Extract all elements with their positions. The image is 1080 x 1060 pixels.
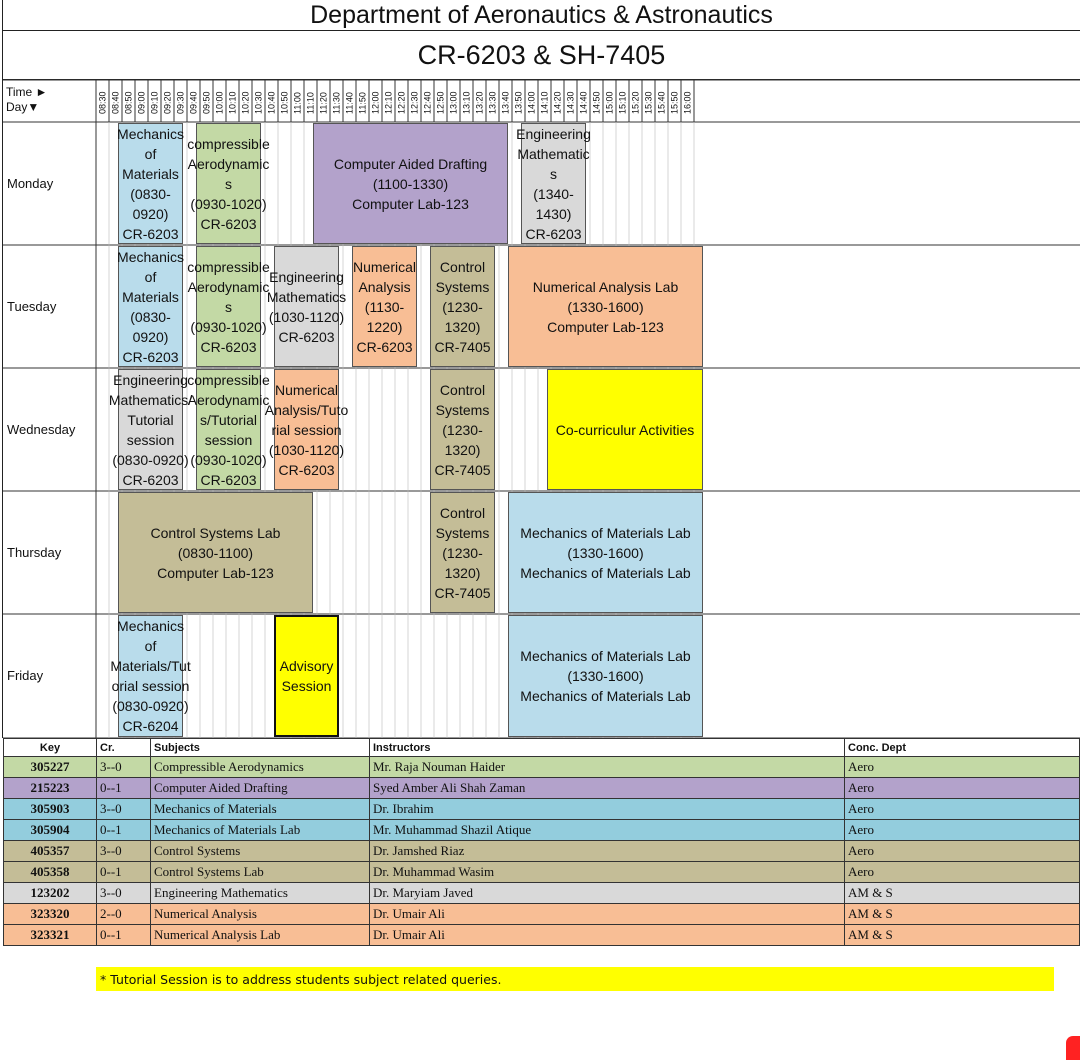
time-label: 15:20 — [630, 91, 641, 115]
concerned-dept: Aero — [845, 778, 1080, 799]
tutorial-footnote: * Tutorial Session is to address students subject related queries. — [96, 967, 1054, 991]
credit-hours: 3--0 — [97, 799, 151, 820]
time-label: 08:30 — [97, 91, 108, 115]
class-block-text: Numerical Analysis (1130-1220) CR-6203 — [353, 258, 417, 355]
class-block — [110, 615, 191, 737]
key-code: 123202 — [4, 883, 97, 904]
class-block — [266, 246, 347, 367]
time-label: 10:50 — [279, 91, 290, 115]
key-header-instructors: Instructors — [370, 739, 845, 757]
class-block — [118, 246, 183, 367]
time-label: 10:20 — [240, 91, 251, 115]
class-block — [352, 246, 417, 367]
credit-hours: 0--1 — [97, 820, 151, 841]
class-block — [118, 123, 183, 244]
time-label: 14:30 — [565, 91, 576, 115]
time-label: 11:40 — [344, 92, 355, 114]
time-label: 13:30 — [487, 91, 498, 115]
class-block — [313, 123, 508, 244]
class-block-text: Co-curriculur Activities — [555, 421, 695, 438]
class-block — [118, 492, 313, 613]
credit-hours: 0--1 — [97, 862, 151, 883]
time-label: 10:40 — [266, 91, 277, 115]
time-label: 15:30 — [643, 91, 654, 115]
corner-marker — [1066, 1036, 1080, 1060]
time-label: 11:20 — [318, 92, 329, 114]
class-block-text: Mechanics of Materials (0830-0920) CR-6203 — [117, 125, 184, 242]
subject-name: Compressible Aerodynamics — [151, 757, 370, 778]
time-label: 09:20 — [162, 91, 173, 115]
key-code: 323321 — [4, 925, 97, 946]
time-label: 11:10 — [305, 92, 316, 114]
key-header-subjects: Subjects — [151, 739, 370, 757]
instructor-name: Dr. Muhammad Wasim — [370, 862, 845, 883]
time-label: 15:50 — [669, 91, 680, 115]
time-label: 08:50 — [123, 91, 134, 115]
time-label: 13:40 — [500, 91, 511, 115]
time-label: 12:40 — [422, 91, 433, 115]
class-block — [430, 369, 495, 490]
class-block-text: Control Systems (1230-1320) CR-7405 — [434, 258, 491, 355]
class-block — [430, 492, 495, 613]
time-label: 09:50 — [201, 91, 212, 115]
class-block-text: Engineering Mathematics/ Tutorial session (0830-0920) CR-6203 — [108, 371, 193, 488]
key-code: 305227 — [4, 757, 97, 778]
key-row — [4, 925, 1080, 946]
key-row — [4, 799, 1080, 820]
class-block — [187, 369, 270, 490]
key-row — [4, 862, 1080, 883]
time-label: 12:30 — [409, 91, 420, 115]
time-label: 09:10 — [149, 91, 160, 115]
key-code: 215223 — [4, 778, 97, 799]
key-row — [4, 904, 1080, 925]
concerned-dept: AM & S — [845, 904, 1080, 925]
concerned-dept: AM & S — [845, 925, 1080, 946]
time-label: 12:20 — [396, 91, 407, 115]
class-block — [508, 615, 703, 737]
time-label: 14:40 — [578, 91, 589, 115]
key-table — [3, 738, 1080, 946]
instructor-name: Syed Amber Ali Shah Zaman — [370, 778, 845, 799]
class-block — [274, 615, 339, 737]
concerned-dept: AM & S — [845, 883, 1080, 904]
time-label: 10:10 — [227, 91, 238, 115]
class-block-text: Control Systems (1230-1320) CR-7405 — [434, 504, 491, 601]
concerned-dept: Aero — [845, 757, 1080, 778]
key-code: 305904 — [4, 820, 97, 841]
class-block-text: Advisory Session — [279, 658, 334, 694]
key-code: 405357 — [4, 841, 97, 862]
credit-hours: 3--0 — [97, 757, 151, 778]
key-row — [4, 841, 1080, 862]
class-block — [508, 246, 703, 367]
time-label: 16:00 — [682, 91, 693, 115]
concerned-dept: Aero — [845, 841, 1080, 862]
class-block — [187, 123, 270, 244]
key-row — [4, 820, 1080, 841]
day-label-monday: Monday — [7, 175, 54, 191]
day-label-friday: Friday — [7, 668, 44, 683]
corner-time-label: Time ► — [6, 85, 48, 99]
instructor-name: Mr. Raja Nouman Haider — [370, 757, 845, 778]
class-block-text: Computer Aided Drafting (1100-1330) Computer Lab-123 — [333, 155, 488, 212]
time-label: 15:40 — [656, 91, 667, 115]
time-label: 12:00 — [370, 91, 381, 115]
key-code: 323320 — [4, 904, 97, 925]
key-header-row — [4, 739, 1080, 757]
class-block-text: Mechanics of Materials (0830-0920) CR-6203 — [117, 248, 184, 365]
concerned-dept: Aero — [845, 799, 1080, 820]
subject-name: Computer Aided Drafting — [151, 778, 370, 799]
class-block — [547, 369, 703, 490]
concerned-dept: Aero — [845, 820, 1080, 841]
class-block — [508, 492, 703, 613]
key-row — [4, 757, 1080, 778]
instructor-name: Dr. Ibrahim — [370, 799, 845, 820]
class-block-text: Engineering Mathematic s (1340-1430) CR-6203 — [516, 125, 591, 242]
class-block — [264, 369, 349, 490]
time-label: 14:50 — [591, 91, 602, 115]
credit-hours: 3--0 — [97, 841, 151, 862]
credit-hours: 0--1 — [97, 778, 151, 799]
time-label: 10:30 — [253, 91, 264, 115]
time-label: 11:50 — [357, 92, 368, 114]
time-label: 14:00 — [526, 91, 537, 115]
class-block-text: Engineering Mathematics (1030-1120) CR-6203 — [266, 268, 347, 345]
class-block-text: Mechanics of Materials/Tut orial session (0830-0920) CR-6204 — [110, 618, 191, 734]
key-row — [4, 883, 1080, 904]
class-block — [108, 369, 193, 490]
day-label-wednesday: Wednesday — [7, 421, 76, 437]
concerned-dept: Aero — [845, 862, 1080, 883]
time-label: 09:40 — [188, 91, 199, 115]
instructor-name: Dr. Maryiam Javed — [370, 883, 845, 904]
instructor-name: Mr. Muhammad Shazil Atique — [370, 820, 845, 841]
class-block — [516, 123, 591, 244]
instructor-name: Dr. Umair Ali — [370, 925, 845, 946]
subject-name: Control Systems Lab — [151, 862, 370, 883]
class-block-text: Mechanics of Materials Lab (1330-1600) Mechanics of Materials Lab — [520, 524, 691, 581]
subject-name: Control Systems — [151, 841, 370, 862]
key-header-dept: Conc. Dept — [845, 739, 1080, 757]
class-block-text: compressible Aerodynamic s/Tutorial session (0930-1020) CR-6203 — [187, 371, 270, 488]
rooms-title: CR-6203 & SH-7405 — [3, 31, 1080, 80]
class-block-text: compressible Aerodynamic s (0930-1020) CR-6203 — [187, 135, 270, 232]
time-label: 15:10 — [617, 91, 628, 115]
key-header-cr: Cr. — [97, 739, 151, 757]
subject-name: Numerical Analysis Lab — [151, 925, 370, 946]
time-label: 12:10 — [383, 91, 394, 115]
class-block-text: Numerical Analysis/Tuto rial session (1030-1120) CR-6203 — [264, 381, 349, 478]
time-label: 09:00 — [136, 91, 147, 115]
time-label: 13:20 — [474, 91, 485, 115]
time-label: 13:10 — [461, 91, 472, 115]
class-block — [187, 246, 270, 367]
time-label: 14:10 — [539, 91, 550, 115]
time-label: 10:00 — [214, 91, 225, 115]
key-code: 305903 — [4, 799, 97, 820]
time-label: 15:00 — [604, 91, 615, 115]
instructor-name: Dr. Umair Ali — [370, 904, 845, 925]
time-label: 13:50 — [513, 91, 524, 115]
class-block — [430, 246, 495, 367]
time-label: 14:20 — [552, 91, 563, 115]
class-block-text: Control Systems (1230-1320) CR-7405 — [434, 381, 491, 478]
subject-name: Mechanics of Materials Lab — [151, 820, 370, 841]
time-label: 13:00 — [448, 91, 459, 115]
subject-name: Mechanics of Materials — [151, 799, 370, 820]
time-label: 12:50 — [435, 91, 446, 115]
instructor-name: Dr. Jamshed Riaz — [370, 841, 845, 862]
key-header-key: Key — [4, 739, 97, 757]
department-title: Department of Aeronautics & Astronautics — [3, 0, 1080, 31]
class-block-text: Mechanics of Materials Lab (1330-1600) Mechanics of Materials Lab — [520, 648, 691, 704]
class-block-text: Numerical Analysis Lab (1330-1600) Computer Lab-123 — [532, 278, 679, 335]
corner-day-label: Day▼ — [6, 100, 40, 114]
credit-hours: 0--1 — [97, 925, 151, 946]
credit-hours: 2--0 — [97, 904, 151, 925]
time-label: 11:00 — [292, 92, 303, 114]
day-label-thursday: Thursday — [7, 544, 62, 560]
credit-hours: 3--0 — [97, 883, 151, 904]
subject-name: Engineering Mathematics — [151, 883, 370, 904]
time-label: 11:30 — [331, 92, 342, 114]
key-row — [4, 778, 1080, 799]
class-block-text: Control Systems Lab (0830-1100) Computer Lab-123 — [150, 524, 281, 581]
day-label-tuesday: Tuesday — [7, 298, 57, 314]
subject-name: Numerical Analysis — [151, 904, 370, 925]
class-block-text: compressible Aerodynamic s (0930-1020) CR-6203 — [187, 258, 270, 355]
key-code: 405358 — [4, 862, 97, 883]
time-label: 08:40 — [110, 91, 121, 115]
time-label: 09:30 — [175, 91, 186, 115]
